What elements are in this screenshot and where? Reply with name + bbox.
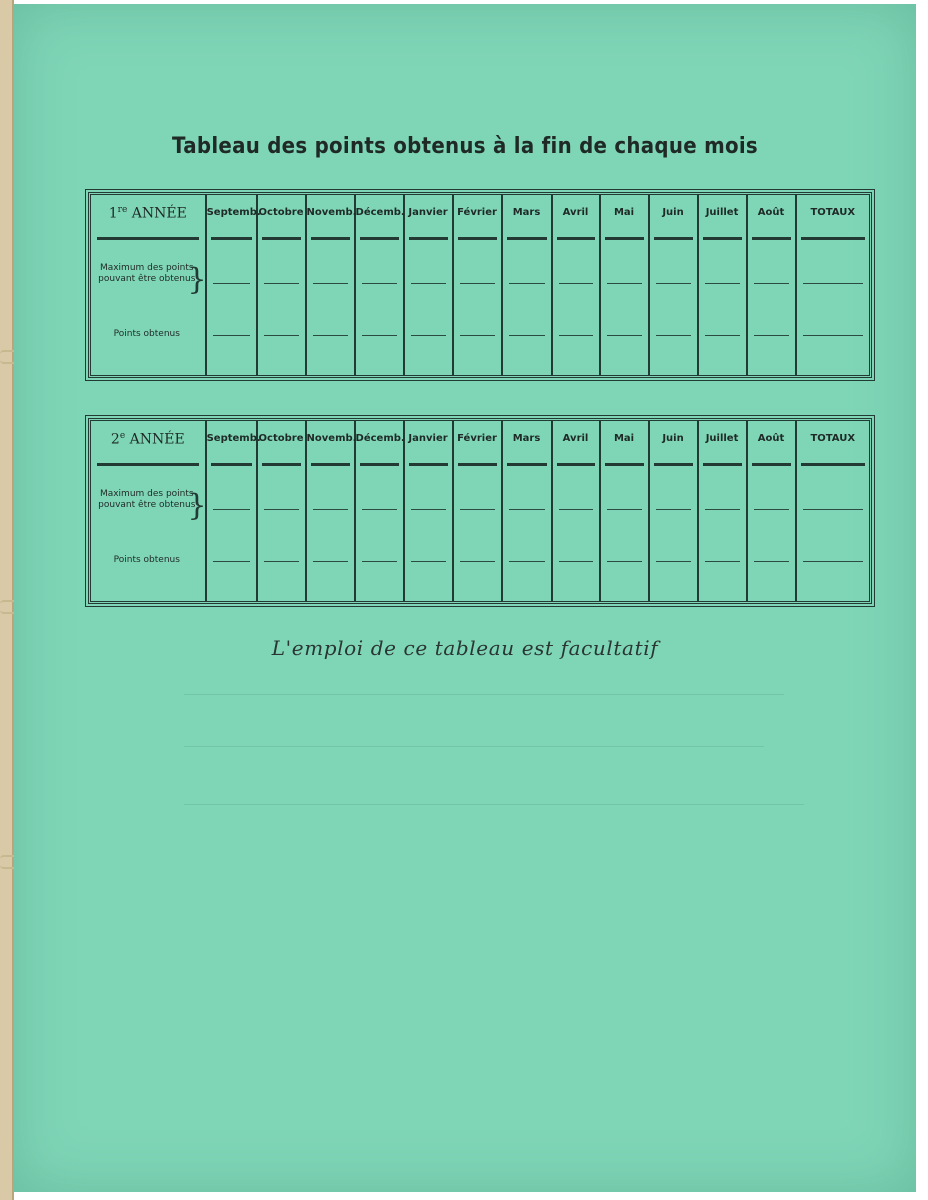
header-rule bbox=[703, 237, 742, 240]
header-rule bbox=[557, 237, 595, 240]
entry-line-points bbox=[264, 335, 299, 336]
entry-line-maximum bbox=[509, 509, 545, 510]
header-rule bbox=[507, 237, 547, 240]
entry-line-points bbox=[411, 335, 446, 336]
header-rule bbox=[605, 237, 644, 240]
month-header: Janvier bbox=[408, 433, 448, 444]
entry-line-maximum bbox=[411, 283, 446, 284]
header-rule bbox=[752, 463, 791, 466]
month-column bbox=[797, 195, 869, 375]
brace-mark: } bbox=[187, 262, 207, 297]
header-rule bbox=[311, 237, 350, 240]
row-label-column bbox=[91, 421, 207, 601]
entry-line-maximum bbox=[803, 509, 863, 510]
entry-line-maximum bbox=[656, 283, 691, 284]
header-rule bbox=[360, 463, 399, 466]
header-rule bbox=[262, 237, 301, 240]
entry-line-maximum bbox=[460, 283, 495, 284]
entry-line-maximum bbox=[411, 509, 446, 510]
month-column bbox=[601, 195, 650, 375]
header-rule bbox=[409, 463, 448, 466]
month-header: Juillet bbox=[705, 207, 739, 218]
month-column bbox=[405, 195, 454, 375]
month-column bbox=[650, 421, 699, 601]
entry-line-maximum bbox=[213, 283, 250, 284]
grade-table-year-2 bbox=[88, 418, 872, 604]
entry-line-points bbox=[754, 335, 789, 336]
header-rule bbox=[752, 237, 791, 240]
entry-line-points bbox=[705, 335, 740, 336]
grade-table-year-1 bbox=[88, 192, 872, 378]
entry-line-points bbox=[460, 561, 495, 562]
month-column bbox=[699, 421, 748, 601]
month-column bbox=[748, 195, 797, 375]
entry-line-points bbox=[362, 561, 397, 562]
entry-line-maximum bbox=[607, 283, 642, 284]
month-header: Septemb. bbox=[206, 433, 261, 444]
entry-line-points bbox=[559, 335, 593, 336]
month-column bbox=[307, 421, 356, 601]
entry-line-maximum bbox=[705, 509, 740, 510]
month-header: Septemb. bbox=[206, 207, 261, 218]
month-header: Octobre bbox=[258, 433, 304, 444]
page-heading: Tableau des points obtenus à la fin de chaque mois bbox=[172, 134, 758, 159]
month-column bbox=[650, 195, 699, 375]
month-header: TOTAUX bbox=[810, 433, 856, 444]
month-column bbox=[454, 195, 503, 375]
entry-line-points bbox=[362, 335, 397, 336]
entry-line-maximum bbox=[803, 283, 863, 284]
header-rule bbox=[801, 237, 865, 240]
entry-line-points bbox=[803, 561, 863, 562]
show-through-line bbox=[184, 804, 804, 805]
header-rule bbox=[360, 237, 399, 240]
entry-line-maximum bbox=[213, 509, 250, 510]
entry-line-maximum bbox=[362, 509, 397, 510]
month-column bbox=[258, 421, 307, 601]
notebook-cover bbox=[14, 4, 916, 1192]
entry-line-maximum bbox=[559, 283, 593, 284]
entry-line-maximum bbox=[264, 283, 299, 284]
row-label-points: Points obtenus bbox=[113, 329, 180, 339]
month-column bbox=[748, 421, 797, 601]
header-rule bbox=[211, 237, 252, 240]
header-rule bbox=[605, 463, 644, 466]
footnote-optional-use: L'emploi de ce tableau est facultatif bbox=[271, 636, 659, 660]
month-header: Février bbox=[457, 433, 497, 444]
month-column bbox=[553, 421, 601, 601]
month-header: Février bbox=[457, 207, 497, 218]
entry-line-points bbox=[656, 561, 691, 562]
month-header: Avril bbox=[562, 433, 589, 444]
month-column bbox=[503, 421, 553, 601]
header-rule bbox=[311, 463, 350, 466]
month-header: Avril bbox=[562, 207, 589, 218]
month-header: Juin bbox=[662, 207, 684, 218]
entry-line-points bbox=[803, 335, 863, 336]
header-rule bbox=[557, 463, 595, 466]
entry-line-points bbox=[264, 561, 299, 562]
entry-line-maximum bbox=[559, 509, 593, 510]
year-label: 1re ANNÉE bbox=[108, 205, 187, 222]
month-header: Décemb. bbox=[355, 207, 405, 218]
show-through-line bbox=[184, 694, 784, 695]
month-header: Novemb. bbox=[306, 207, 357, 218]
brace-mark: } bbox=[187, 488, 207, 523]
month-column bbox=[206, 195, 261, 375]
entry-line-points bbox=[607, 335, 642, 336]
month-column bbox=[699, 195, 748, 375]
entry-line-maximum bbox=[656, 509, 691, 510]
entry-line-maximum bbox=[509, 283, 545, 284]
entry-line-maximum bbox=[313, 283, 348, 284]
entry-line-points bbox=[656, 335, 691, 336]
entry-line-points bbox=[754, 561, 789, 562]
month-column bbox=[258, 195, 307, 375]
entry-line-maximum bbox=[607, 509, 642, 510]
header-rule bbox=[801, 463, 865, 466]
entry-line-points bbox=[509, 335, 545, 336]
header-rule bbox=[458, 463, 497, 466]
month-column bbox=[307, 195, 356, 375]
entry-line-maximum bbox=[705, 283, 740, 284]
show-through-line bbox=[184, 746, 764, 747]
year-label: 2e ANNÉE bbox=[110, 431, 185, 448]
entry-line-points bbox=[313, 335, 348, 336]
header-rule bbox=[262, 463, 301, 466]
entry-line-maximum bbox=[754, 509, 789, 510]
month-column bbox=[601, 421, 650, 601]
month-header: Mars bbox=[512, 433, 541, 444]
entry-line-points bbox=[559, 561, 593, 562]
month-header: Mars bbox=[512, 207, 541, 218]
month-header: Novemb. bbox=[306, 433, 357, 444]
entry-line-maximum bbox=[313, 509, 348, 510]
month-header: Juillet bbox=[705, 433, 739, 444]
row-label-points: Points obtenus bbox=[113, 555, 180, 565]
entry-line-points bbox=[705, 561, 740, 562]
month-header: Mai bbox=[613, 433, 635, 444]
month-column bbox=[553, 195, 601, 375]
month-header: Août bbox=[757, 207, 785, 218]
entry-line-maximum bbox=[460, 509, 495, 510]
month-header: Mai bbox=[613, 207, 635, 218]
row-label-column bbox=[91, 195, 207, 375]
month-header: TOTAUX bbox=[810, 207, 856, 218]
entry-line-maximum bbox=[754, 283, 789, 284]
month-header: Août bbox=[757, 433, 785, 444]
month-column bbox=[356, 421, 405, 601]
entry-line-points bbox=[460, 335, 495, 336]
month-column bbox=[454, 421, 503, 601]
month-header: Décemb. bbox=[355, 433, 405, 444]
header-rule bbox=[211, 463, 252, 466]
header-rule bbox=[97, 237, 199, 240]
month-column bbox=[405, 421, 454, 601]
header-rule bbox=[654, 463, 693, 466]
entry-line-points bbox=[213, 561, 250, 562]
row-label-maximum: Maximum des points pouvant être obtenus bbox=[98, 263, 196, 284]
header-rule bbox=[409, 237, 448, 240]
entry-line-points bbox=[313, 561, 348, 562]
month-column bbox=[206, 421, 261, 601]
entry-line-maximum bbox=[362, 283, 397, 284]
header-rule bbox=[654, 237, 693, 240]
header-rule bbox=[703, 463, 742, 466]
month-header: Octobre bbox=[258, 207, 304, 218]
entry-line-points bbox=[411, 561, 446, 562]
month-header: Juin bbox=[662, 433, 684, 444]
entry-line-points bbox=[509, 561, 545, 562]
header-rule bbox=[97, 463, 199, 466]
entry-line-points bbox=[213, 335, 250, 336]
month-header: Janvier bbox=[408, 207, 448, 218]
header-rule bbox=[507, 463, 547, 466]
month-column bbox=[503, 195, 553, 375]
header-rule bbox=[458, 237, 497, 240]
row-label-maximum: Maximum des points pouvant être obtenus bbox=[98, 489, 196, 510]
month-column bbox=[356, 195, 405, 375]
entry-line-points bbox=[607, 561, 642, 562]
month-column bbox=[797, 421, 869, 601]
entry-line-maximum bbox=[264, 509, 299, 510]
